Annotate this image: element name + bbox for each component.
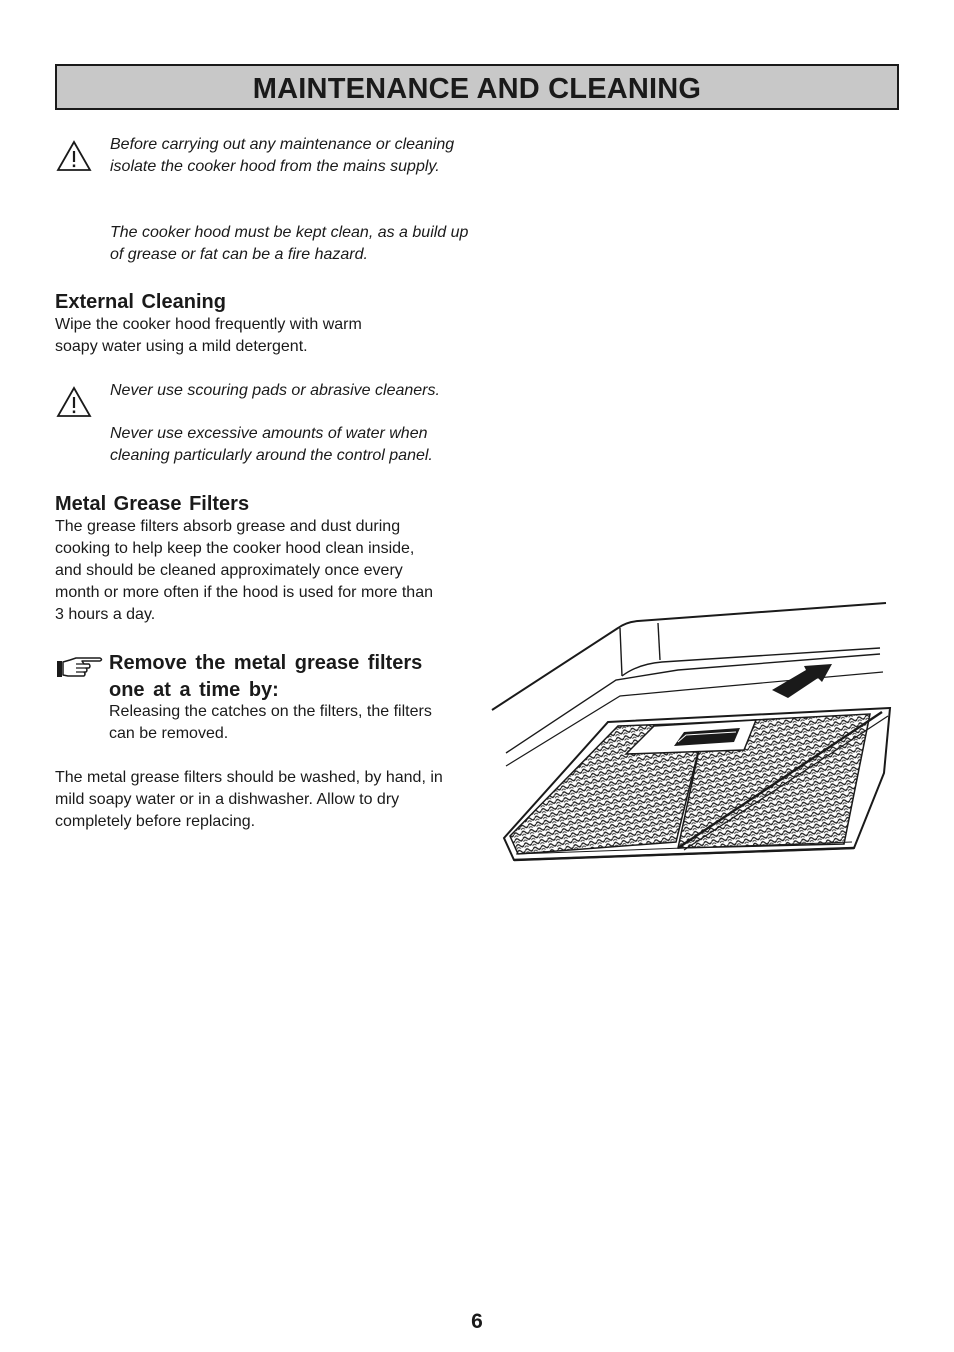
external-cleaning-heading: External Cleaning: [55, 291, 226, 313]
metal-grease-filters-heading: Metal Grease Filters: [55, 493, 250, 515]
page-title: MAINTENANCE AND CLEANING: [252, 72, 702, 105]
remove-filters-heading: Remove the metal grease filters one at a time by:: [109, 652, 423, 701]
metal-grease-filters-text: The grease filters absorb grease and dust during cooking to help keep the cooker hood clean inside, and should be cleaned approximately once every month or more often if the hood is used for more than 3 hours a day.: [55, 518, 433, 623]
cooker-hood-filter-illustration: [488, 598, 892, 864]
warning-note-fire-hazard: The cooker hood must be kept clean, as a build up of grease or fat can be a fire hazard.: [110, 224, 469, 263]
page-number: 6: [471, 1310, 483, 1333]
warning-note-scouring: Never use scouring pads or abrasive cleaners.: [110, 382, 440, 399]
pointing-hand-icon: [56, 655, 104, 679]
warning-note-isolate: Before carrying out any maintenance or cleaning isolate the cooker hood from the mains supply.: [110, 136, 455, 175]
washing-instructions-text: The metal grease filters should be washed, by hand, in mild soapy water or in a dishwasher. Allow to dry completely before replacing.: [55, 769, 443, 830]
external-cleaning-text: Wipe the cooker hood frequently with warm soapy water using a mild detergent.: [55, 316, 362, 355]
warning-note-water: Never use excessive amounts of water when cleaning particularly around the control panel.: [110, 425, 433, 464]
remove-filters-text: Releasing the catches on the filters, the filters can be removed.: [109, 703, 432, 742]
title-bar: [55, 64, 899, 110]
warning-triangle-icon: [56, 140, 92, 172]
warning-triangle-icon: [56, 386, 92, 418]
